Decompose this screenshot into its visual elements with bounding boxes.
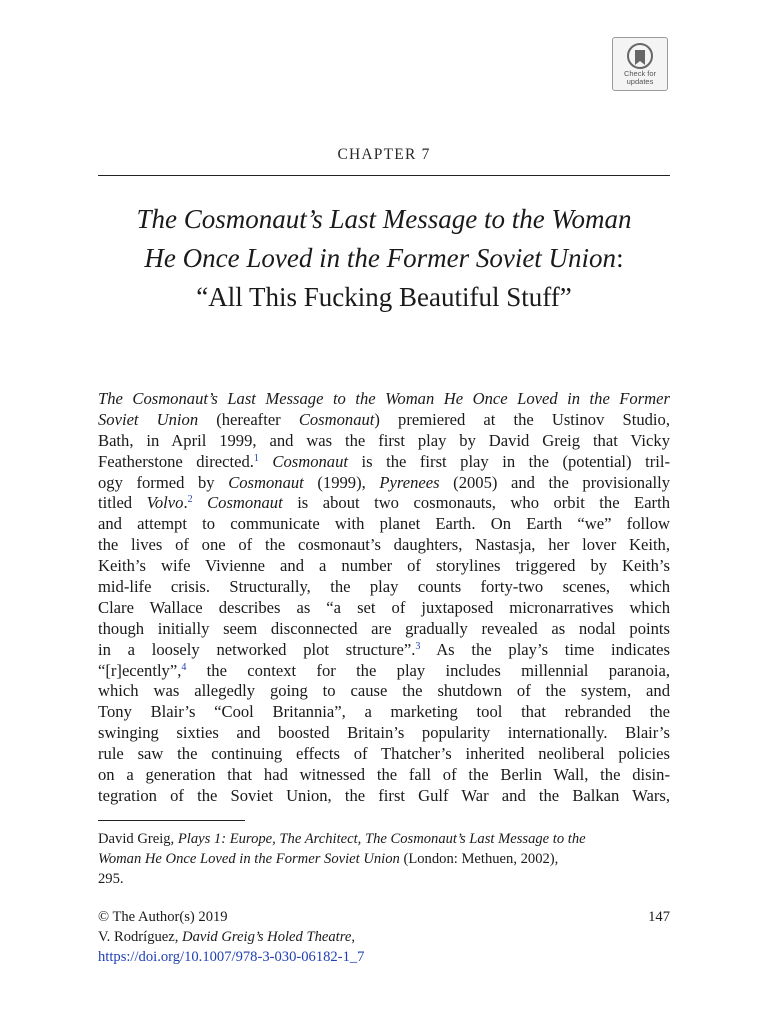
text: Featherstone directed. xyxy=(98,451,254,471)
body-line xyxy=(98,493,670,514)
author-line xyxy=(98,927,670,947)
text: As the play’s time indicates xyxy=(420,639,670,659)
italic-text: Volvo xyxy=(146,493,184,513)
footnote-ref-2[interactable]: 2 xyxy=(187,494,193,506)
page-number: 147 xyxy=(648,909,670,925)
body-line: tegration of the Soviet Union, the first Gulf War and the Balkan Wars, xyxy=(98,785,670,805)
italic-text: Cosmonaut xyxy=(192,493,283,513)
chapter-label: CHAPTER 7 xyxy=(337,146,431,163)
text: V. Rodríguez, xyxy=(98,929,183,945)
doi-line xyxy=(98,947,670,967)
text: , xyxy=(351,929,355,945)
body-line xyxy=(98,640,670,661)
body-line: Bath, in April 1999, and was the first play by David Greig that Vicky xyxy=(98,430,670,450)
italic-text: Plays 1: Europe, The Architect, The Cosmonaut’s Last Message to the xyxy=(177,831,586,847)
italic-text: Pyrenees xyxy=(379,472,440,492)
badge-label xyxy=(624,70,656,86)
footnote-line xyxy=(98,829,670,849)
header-rule xyxy=(98,175,670,176)
text: “[r]ecently”, xyxy=(98,660,182,680)
title-line-3: “All This Fucking Beautiful Stuff” xyxy=(196,282,572,312)
chapter-title xyxy=(98,200,670,317)
body-line xyxy=(98,389,670,410)
italic-text: Cosmonaut xyxy=(258,451,349,471)
body-line: and attempt to communicate with planet Earth. On Earth “we” follow xyxy=(98,514,670,534)
text: . xyxy=(183,493,188,513)
text: in a loosely networked plot structure”. xyxy=(98,639,416,659)
text: (1999), xyxy=(303,472,380,492)
text: (hereafter xyxy=(198,409,299,429)
book-title: David Greig’s Holed Theatre xyxy=(182,929,352,945)
body-line xyxy=(98,410,670,431)
body-line: on a generation that had witnessed the fall of the Berlin Wall, the disin- xyxy=(98,765,670,785)
footnote-1 xyxy=(98,829,670,889)
body-line: mid-life crisis. Structurally, the play counts forty-two scenes, which xyxy=(98,577,670,597)
body-line: swinging sixties and boosted Britain’s popularity internationally. Blair’s xyxy=(98,723,670,743)
text: David Greig, xyxy=(98,831,178,847)
italic-text: Soviet Union xyxy=(98,409,199,429)
italic-text: Woman He Once Loved in the Former Soviet Union xyxy=(98,851,400,867)
italic-text: Cosmonaut xyxy=(298,409,375,429)
body-line: though initially seem disconnected are gradually revealed as nodal points xyxy=(98,618,670,638)
body-line: rule saw the continuing effects of Thatcher’s inherited neoliberal policies xyxy=(98,744,670,764)
text: titled xyxy=(98,493,147,513)
text: is the first play in the (potential) tril- xyxy=(348,451,670,471)
check-for-updates-badge[interactable] xyxy=(612,37,668,91)
text: ) premiered at the Ustinov Studio, xyxy=(374,409,670,429)
body-paragraph xyxy=(98,389,670,807)
bookmark-update-icon xyxy=(625,42,655,70)
footnote-rule xyxy=(98,820,245,821)
body-line xyxy=(98,473,670,494)
italic-text: The Cosmonaut’s Last Message to the Woman He Once Loved in the Former xyxy=(98,389,670,408)
body-line xyxy=(98,452,670,473)
text: ogy formed by xyxy=(98,472,229,492)
italic-text: Cosmonaut xyxy=(228,472,304,492)
footnote-ref-1[interactable]: 1 xyxy=(253,452,259,464)
footnote-line xyxy=(98,849,670,869)
copyright-block xyxy=(98,907,670,967)
title-line-2: He Once Loved in the Former Soviet Union xyxy=(144,243,617,273)
doi-link[interactable]: https://doi.org/10.1007/978-3-030-06182-1_7 xyxy=(98,949,365,965)
body-line xyxy=(98,661,670,682)
body-line: which was allegedly going to cause the shutdown of the system, and xyxy=(98,681,670,701)
title-line-1: The Cosmonaut’s Last Message to the Woman xyxy=(136,204,632,234)
body-line: Tony Blair’s “Cool Britannia”, a marketing tool that rebranded the xyxy=(98,702,670,722)
text: (2005) and the provisionally xyxy=(439,472,670,492)
badge-line-1: Check for xyxy=(623,69,657,78)
body-line: Keith’s wife Vivienne and a number of storylines triggered by Keith’s xyxy=(98,556,670,576)
footnote-line: 295. xyxy=(98,871,124,887)
text: is about two cosmonauts, who orbit the Earth xyxy=(282,493,670,513)
footnote-ref-4[interactable]: 4 xyxy=(181,661,187,673)
body-line: the lives of one of the cosmonaut’s daughters, Nastasja, her lover Keith, xyxy=(98,535,670,555)
copyright-line: © The Author(s) 2019 xyxy=(98,909,228,925)
body-line: Clare Wallace describes as “a set of juxtaposed micronarratives which xyxy=(98,597,670,617)
text: the context for the play includes millennial paranoia, xyxy=(186,660,670,680)
text: (London: Methuen, 2002), xyxy=(399,851,559,867)
badge-line-2: updates xyxy=(626,77,654,86)
title-colon: : xyxy=(616,243,624,273)
footnote-ref-3[interactable]: 3 xyxy=(415,640,421,652)
